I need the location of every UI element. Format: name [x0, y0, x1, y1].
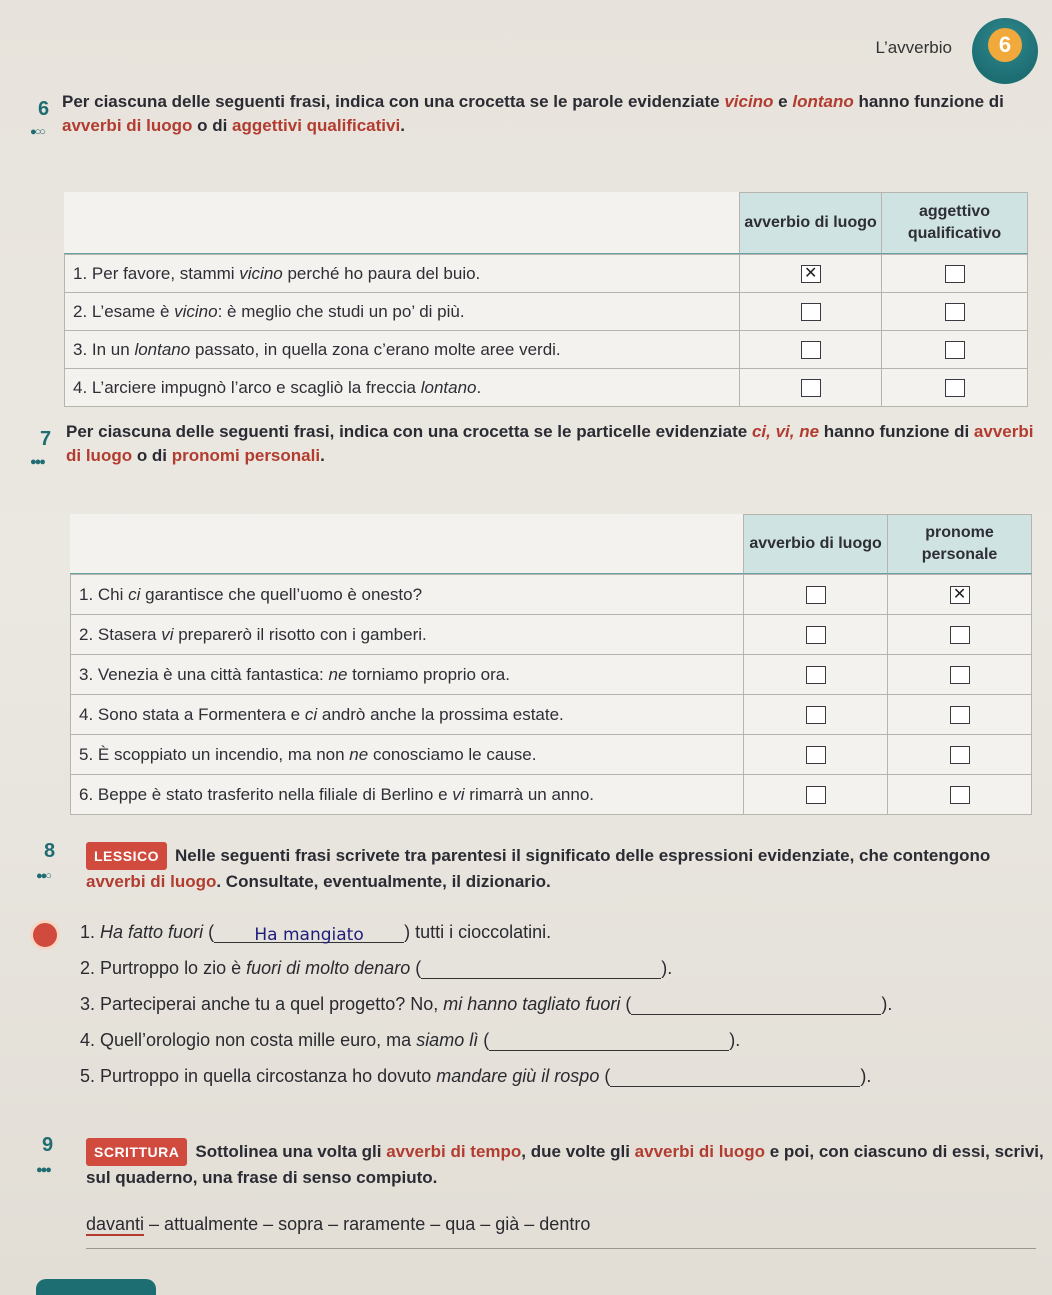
exercise-6-table	[64, 192, 1028, 256]
col-header-avverbio: avverbio di luogo	[744, 515, 888, 575]
table-row	[65, 255, 1028, 293]
sentence-cell: 6. Beppe è stato trasferito nella filiale di Berlino e vi rimarrà un anno.	[71, 775, 744, 815]
sentence-cell: 4. L’arciere impugnò l’arco e scagliò la freccia lontano.	[65, 369, 740, 407]
checkbox-cell	[744, 655, 888, 695]
table-row	[65, 293, 1028, 331]
checkbox-cell	[888, 735, 1032, 775]
checkbox-cell	[744, 775, 888, 815]
col-header-avverbio: avverbio di luogo	[740, 193, 882, 255]
col-header-aggettivo: aggettivo qualificativo	[882, 193, 1028, 255]
exercise-6-instruction: Per ciascuna delle seguenti frasi, indica con una crocetta se le parole evidenziate vicino e lontano hanno funzione di avverbi di luogo o di aggettivi qualificativi.	[62, 92, 1004, 135]
checkbox[interactable]	[801, 379, 821, 397]
checkbox[interactable]	[945, 303, 965, 321]
checkbox[interactable]	[806, 786, 826, 804]
checkbox[interactable]	[806, 706, 826, 724]
lessico-tag: LESSICO	[86, 842, 167, 870]
page-header-title: L’avverbio	[875, 38, 952, 57]
table-row	[71, 735, 1032, 775]
checkbox-cell	[744, 575, 888, 615]
checkbox-cell	[882, 293, 1028, 331]
checkbox[interactable]: ✕	[801, 265, 821, 283]
exercise-8-line: 2. Purtroppo lo zio è fuori di molto denaro ( ).	[80, 958, 673, 978]
difficulty-dots-icon: ●○○	[30, 126, 44, 138]
sentence-cell: 2. Stasera vi preparerò il risotto con i gamberi.	[71, 615, 744, 655]
exercise-6-rows	[64, 254, 1028, 407]
table-row	[65, 331, 1028, 369]
col-header-pronome: pronome personale	[888, 515, 1032, 575]
checkbox[interactable]	[806, 586, 826, 604]
checkbox-cell	[882, 255, 1028, 293]
answer-blank[interactable]	[421, 961, 661, 979]
checkbox-cell	[744, 615, 888, 655]
exercise-8-line: 3. Parteciperai anche tu a quel progetto? No, mi hanno tagliato fuori ( ).	[80, 994, 893, 1014]
difficulty-dots-icon: ●●●	[30, 456, 44, 468]
sentence-cell: 2. L’esame è vicino: è meglio che studi un po’ di più.	[65, 293, 740, 331]
checkbox[interactable]: ✕	[950, 586, 970, 604]
exercise-7-instruction: Per ciascuna delle seguenti frasi, indica con una crocetta se le particelle evidenziate ci, vi, ne hanno funzione di avverbi di luogo o di pronomi personali.	[66, 422, 1034, 465]
answer-blank[interactable]	[489, 1033, 729, 1051]
underlined-word[interactable]: davanti	[86, 1214, 145, 1234]
checkbox-cell	[744, 695, 888, 735]
checkbox[interactable]	[950, 666, 970, 684]
checkbox-cell	[888, 655, 1032, 695]
exercise-6-number: 6	[38, 98, 50, 120]
checkbox[interactable]	[950, 746, 970, 764]
checkbox[interactable]	[801, 303, 821, 321]
sentence-cell: 1. Chi ci garantisce che quell’uomo è onesto?	[71, 575, 744, 615]
chapter-number: 6	[988, 28, 1022, 62]
checkbox[interactable]	[945, 379, 965, 397]
table-row	[71, 775, 1032, 815]
exercise-8-line: 1. Ha fatto fuori ( Ha mangiato ) tutti i cioccolatini.	[80, 922, 552, 945]
scrittura-tag: SCRITTURA	[86, 1138, 187, 1166]
table-row	[71, 575, 1032, 615]
sentence-cell: 1. Per favore, stammi vicino perché ho paura del buio.	[65, 255, 740, 293]
checkbox[interactable]	[806, 666, 826, 684]
checkbox[interactable]	[806, 626, 826, 644]
checkbox[interactable]	[945, 341, 965, 359]
sentence-cell: 5. È scoppiato un incendio, ma non ne conosciamo le cause.	[71, 735, 744, 775]
checkbox[interactable]	[950, 706, 970, 724]
difficulty-dots-icon: ●●○	[36, 870, 50, 882]
table-row	[65, 369, 1028, 407]
checkbox[interactable]	[950, 786, 970, 804]
exercise-8-line: 4. Quell’orologio non costa mille euro, ma siamo lì ( ).	[80, 1030, 741, 1050]
checkbox[interactable]	[806, 746, 826, 764]
checkbox-cell	[740, 331, 882, 369]
checkbox[interactable]	[801, 341, 821, 359]
table-row	[71, 695, 1032, 735]
exercise-8-line: 5. Purtroppo in quella circostanza ho dovuto mandare giù il rospo ( ).	[80, 1066, 872, 1086]
answer-blank[interactable]	[610, 1069, 860, 1087]
exercise-7-rows	[70, 574, 1032, 815]
exercise-7-table	[70, 514, 1032, 576]
sentence-cell: 3. In un lontano passato, in quella zona c’erano molte aree verdi.	[65, 331, 740, 369]
lifebuoy-icon	[30, 920, 60, 950]
exercise-9-word-list: davanti – attualmente – sopra – raramente – qua – già – dentro	[86, 1214, 591, 1234]
table-corner	[70, 515, 744, 575]
checkbox[interactable]	[945, 265, 965, 283]
checkbox-cell	[740, 255, 882, 293]
answer-blank[interactable]	[631, 997, 881, 1015]
section-tab	[36, 1279, 156, 1295]
checkbox-cell	[744, 735, 888, 775]
table-corner	[64, 193, 740, 255]
checkbox-cell	[888, 575, 1032, 615]
difficulty-dots-icon: ●●●	[36, 1164, 50, 1176]
checkbox-cell	[888, 695, 1032, 735]
table-row	[71, 655, 1032, 695]
exercise-7-number: 7	[40, 428, 52, 450]
checkbox-cell	[740, 369, 882, 407]
exercise-8-instruction: LESSICO Nelle seguenti frasi scrivete tra parentesi il significato delle espressioni evidenziate, che contengono avverbi di luogo. Consultate, eventualmente, il dizionario.	[86, 842, 1041, 894]
answer-blank[interactable]: Ha mangiato	[214, 925, 404, 943]
exercise-9-instruction: SCRITTURA Sottolinea una volta gli avverbi di tempo, due volte gli avverbi di luogo e poi, con ciascuno di essi, scrivi, sul quaderno, una frase di senso compiuto.	[86, 1138, 1046, 1190]
chapter-badge	[972, 18, 1038, 84]
exercise-8-number: 8	[44, 840, 56, 862]
checkbox-cell	[888, 775, 1032, 815]
checkbox-cell	[882, 331, 1028, 369]
checkbox[interactable]	[950, 626, 970, 644]
sentence-cell: 3. Venezia è una città fantastica: ne torniamo proprio ora.	[71, 655, 744, 695]
exercise-9-number: 9	[42, 1134, 54, 1156]
checkbox-cell	[882, 369, 1028, 407]
divider	[86, 1248, 1036, 1249]
table-row	[71, 615, 1032, 655]
sentence-cell: 4. Sono stata a Formentera e ci andrò anche la prossima estate.	[71, 695, 744, 735]
checkbox-cell	[740, 293, 882, 331]
checkbox-cell	[888, 615, 1032, 655]
